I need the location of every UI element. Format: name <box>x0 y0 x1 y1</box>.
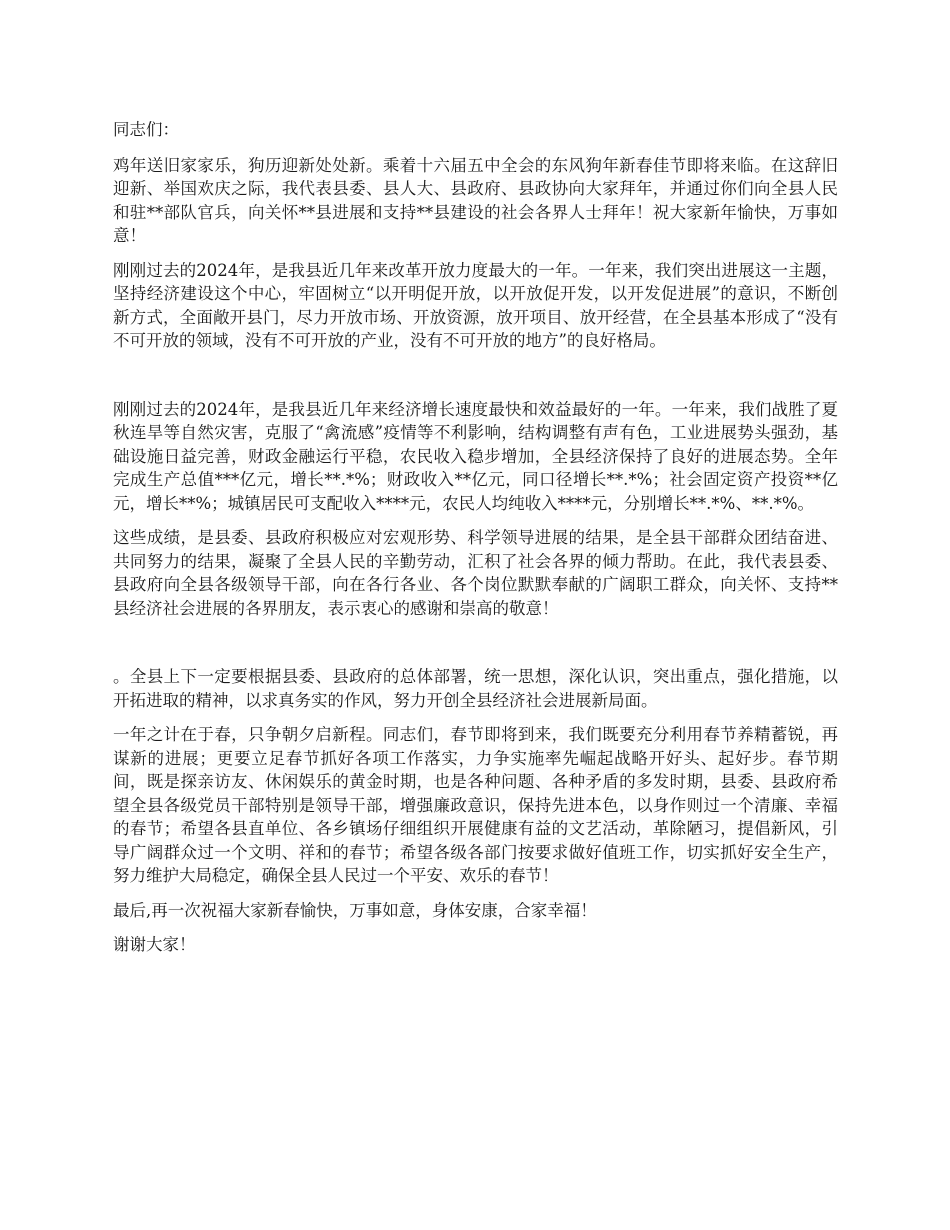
paragraph-greeting: 鸡年送旧家家乐，狗历迎新处处新。乘着十六届五中全会的东风狗年新春佳节即将来临。在这辞旧迎新、举国欢庆之际，我代表县委、县人大、县政府、县政协向大家拜年，并通过你们向全县人民和驻**部队官兵，向关怀**县进展和支持**县建设的社会各界人士拜年！祝大家新年愉快，万事如意！ <box>113 155 838 245</box>
section-gap <box>113 631 838 665</box>
salutation: 同志们： <box>113 120 179 139</box>
paragraph-reform-opening: 刚刚过去的2024年，是我县近几年来改革开放力度最大的一年。一年来，我们突出进展这一主题，坚持经济建设这个中心，牢固树立“以开明促开放，以开放促开发，以开发促进展”的意识，不断创新方式，全面敞开县门，尽力开放市场、开放资源，放开项目、放开经营，在全县基本形成了“没有不可开放的领域，没有不可开放的产业，没有不可开放的地方”的良好格局。 <box>113 260 838 350</box>
paragraph-closing: 谢谢大家！ <box>113 935 196 954</box>
paragraph-achievements-thanks: 这些成绩，是县委、县政府积极应对宏观形势、科学领导进展的结果，是全县干部群众团结奋进、共同努力的结果，凝聚了全县人民的辛勤劳动，汇积了社会各界的倾力帮助。在此，我代表县委、县政府向全县各级领导干部，向在各行各业、各个岗位默默奉献的广阔职工群众，向关怀、支持**县经济社会进展的各界朋友，表示衷心的感谢和崇高的敬意！ <box>113 528 838 618</box>
paragraph-economic-growth: 刚刚过去的2024年，是我县近几年来经济增长速度最快和效益最好的一年。一年来，我们战胜了夏秋连旱等自然灾害，克服了“禽流感”疫情等不利影响，结构调整有声有色，工业进展势头强劲，基础设施日益完善，财政金融运行平稳，农民收入稳步增加，全县经济保持了良好的进展态势。全年完成生产总值***亿元，增长**.*%；财政收入**亿元，同口径增长**.*%；社会固定资产投资**亿元，增长**%；城镇居民可支配收入****元，农民人均纯收入****元，分别增长**.*%、**.*%。 <box>113 399 838 513</box>
document-body <box>113 118 838 968</box>
paragraph-final-wishes: 最后,再一次祝福大家新春愉快，万事如意，身体安康，合家幸福！ <box>113 900 597 920</box>
paragraph-spring-festival: 一年之计在于春，只争朝夕启新程。同志们，春节即将到来，我们既要充分利用春节养精蓄锐，再谋新的进展；更要立足春节抓好各项工作落实，力争实施率先崛起战略开好头、起好步。春节期间，既是探亲访友、休闲娱乐的黄金时期，也是各种问题、各种矛盾的多发时期，县委、县政府希望全县各级党员干部特别是领导干部，增强廉政意识，保持先进本色，以身作则过一个清廉、幸福的春节；希望各县直单位、各乡镇场仔细组织开展健康有益的文艺活动，革除陋习，提倡新风，引导广阔群众过一个文明、祥和的春节；希望各级各部门按要求做好值班工作，切实抓好安全生产，努力维护大局稳定，确保全县人民过一个平安、欢乐的春节！ <box>113 725 838 885</box>
paragraph-deployment: 。全县上下一定要根据县委、县政府的总体部署，统一思想，深化认识，突出重点，强化措施，以开拓进取的精神，以求真务实的作风，努力开创全县经济社会进展新局面。 <box>113 667 838 710</box>
section-gap <box>113 364 838 398</box>
